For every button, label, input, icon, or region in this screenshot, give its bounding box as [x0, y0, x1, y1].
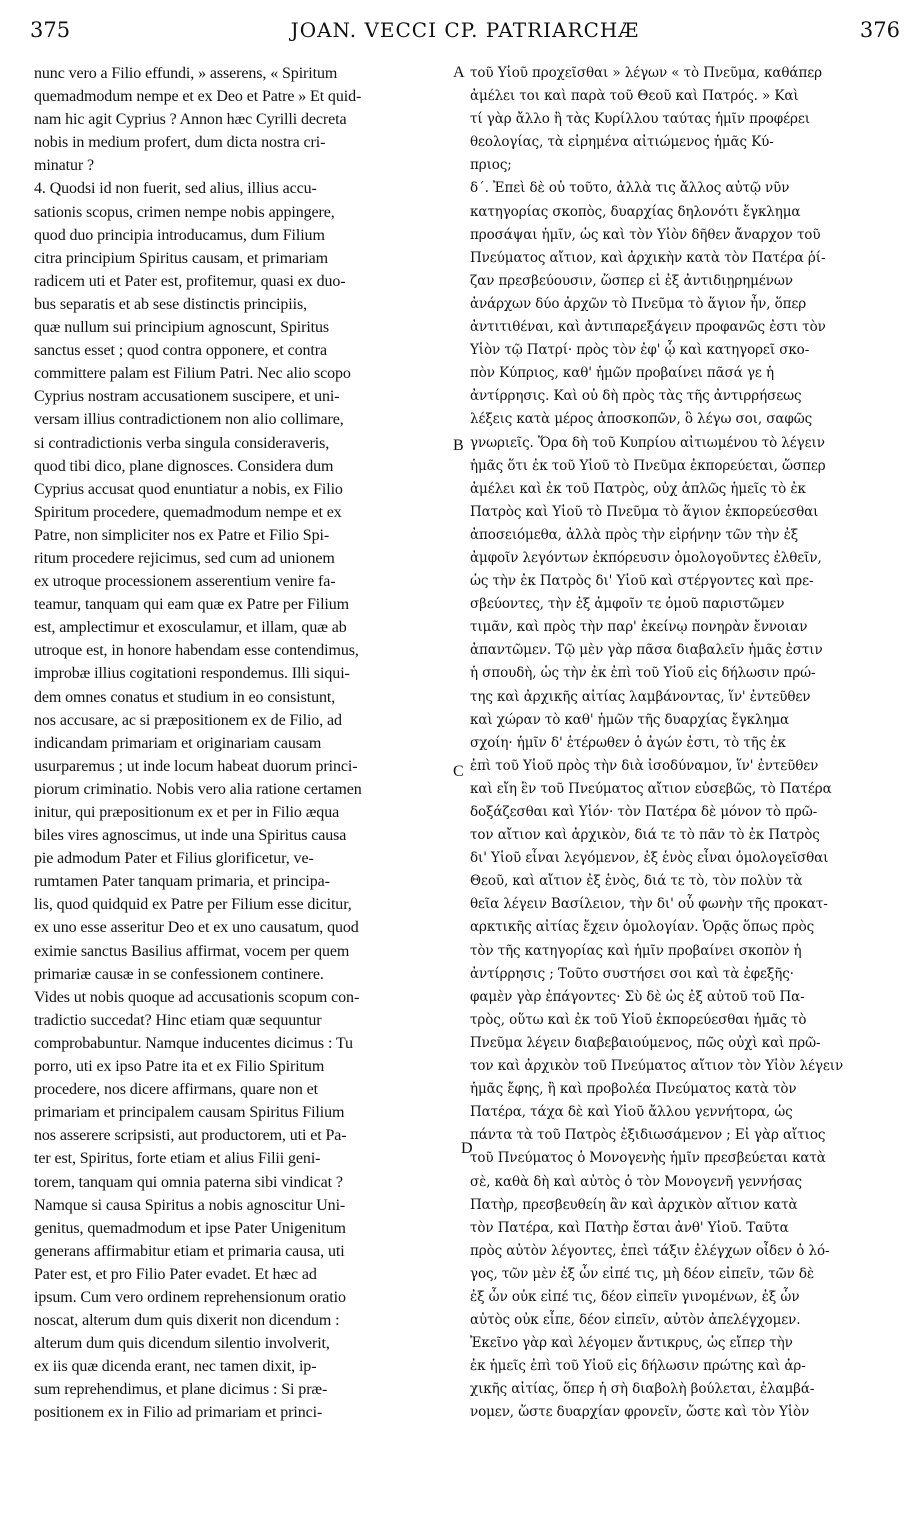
greek-text-line: Πατὴρ, πρεσβευθείη ἂν καὶ ἀρχικὸν αἴτιον κατὰ [470, 1196, 798, 1213]
greek-text-line: ἡμᾶς ὅτι ἐκ τοῦ Υἱοῦ τὸ Πνεῦμα ἐκπορεύεται, ὥσπερ [470, 457, 826, 474]
greek-text-line: ὡς τὴν ἐκ Πατρὸς δι' Υἱοῦ καὶ στέργοντες καὶ πρε- [470, 573, 814, 590]
latin-text-line: Namque si causa Spiritus a nobis agnoscitur Uni- [34, 1196, 346, 1214]
greek-text-line: αὐτὸς οὐκ εἶπε, δέον εἰπεῖν, αὐτὸν ἀπελέγχομεν. [470, 1312, 801, 1329]
greek-text-line: φαμὲν γὰρ ἐπάγοντες· Σὺ δὲ ὡς ἐξ αὐτοῦ τοῦ Πα- [470, 988, 805, 1005]
latin-text-line: ex iis quæ dicenda erant, nec tamen dixit, ip- [34, 1358, 317, 1376]
running-title: JOAN. VECCI CP. PATRIARCHÆ [290, 18, 640, 42]
latin-text-line: committere palam est Filium Patri. Nec alio scopo [34, 365, 351, 383]
latin-text-line: versam illius contradictionem non alio collimare, [34, 411, 344, 429]
greek-text-line: ἀντιτιθέναι, καὶ ἀντιπαρεξάγειν προφανῶς ἐστι τὸν [470, 319, 826, 336]
latin-text-line: quod duo principia introducamus, dum Filium [34, 226, 325, 244]
latin-text-line: ex utroque processionem asserentium venire fa- [34, 573, 336, 591]
greek-text-line: τὸν Πατέρα, καὶ Πατὴρ ἔσται ἀνθ' Υἱοῦ. Ταῦτα [470, 1219, 789, 1236]
greek-text-line: νομεν, ὥστε δυαρχίαν φρονεῖν, ὥστε καὶ τὸν Υἱὸν [470, 1404, 810, 1421]
latin-text-line: torem, tanquam qui omnia paterna sibi vindicat ? [34, 1173, 343, 1191]
latin-text-line: positionem ex in Filio ad primariam et princi- [34, 1404, 323, 1422]
greek-text-line: θεῖα λέγειν Βασίλειον, τὴν δι' οὗ φωνὴν τῆς προκατ- [470, 896, 828, 913]
latin-text-line: teamur, tanquam qui eam quæ ex Patre per Filium [34, 596, 350, 614]
page-number-right: 376 [859, 18, 900, 42]
latin-text-line: initur, qui præpositionum ex et per in Filio æqua [34, 804, 340, 821]
page-header [30, 12, 900, 48]
latin-text-line: genitus, quemadmodum et ipse Pater Unigenitum [34, 1219, 346, 1237]
latin-text-line: nunc vero a Filio effundi, » asserens, « Spiritum [34, 65, 338, 82]
greek-text-line: τί γὰρ ἄλλο ἢ τὰς Κυρίλλου ταύτας ἡμῖν προφέρει [470, 111, 810, 128]
latin-text-line: eximie sanctus Basilius affirmat, vocem per quem [34, 942, 350, 960]
greek-text-line: ἀμέλει τοι καὶ παρὰ τοῦ Θεοῦ καὶ Πατρός. » Καὶ [470, 88, 799, 105]
latin-text-line: Vides ut nobis quoque ad accusationis scopum con- [34, 988, 360, 1006]
latin-text-line: porro, uti ex ipso Patre ita et ex Filio Spiritum [34, 1058, 325, 1076]
latin-text-line: nam hic agit Cyprius ? Annon hæc Cyrilli decreta [34, 111, 347, 129]
greek-text-line: ἀμέλει καὶ ἐκ τοῦ Πατρὸς, οὐχ ἁπλῶς ἡμεῖς τὸ ἐκ [470, 480, 806, 497]
greek-text-line: ἀντίρρησις ; Τοῦτο συστήσει σοι καὶ τὰ ἐφεξῆς· [470, 965, 794, 982]
greek-text-line: τοῦ Υἱοῦ προχεῖσθαι » λέγων « τὸ Πνεῦμα, καθάπερ [470, 65, 822, 81]
greek-text-line: τον καὶ ἀρχικὸν τοῦ Πνεύματος αἴτιον τὸν Υἱὸν λέγειν [470, 1058, 844, 1075]
greek-text-line: ἡ σπουδὴ, ὡς τὴν ἐκ ἐπὶ τοῦ Υἱοῦ εἰς δήλωσιν πρώ- [470, 665, 816, 682]
latin-text-line: tradictio succedat? Hinc etiam quæ sequuntur [34, 1011, 322, 1029]
latin-text-line: utroque est, in honore habendam esse contendimus, [34, 642, 359, 660]
latin-text-line: usurparemus ; ut inde locum habeat duorum princi- [34, 757, 358, 775]
greek-text-line: ἐπὶ τοῦ Υἱοῦ πρὸς τὴν διὰ ἰσοδύναμον, ἵν' ἐντεῦθεν [470, 757, 819, 774]
latin-text-line: noscat, alterum dum quis dixerit non dicendum : [34, 1312, 340, 1330]
greek-text-line: δοξάζεσθαι καὶ Υἱόν· τὸν Πατέρα δὲ μόνον τὸ πρῶ- [470, 804, 818, 820]
greek-text-line: χικῆς αἰτίας, ὅπερ ἡ σὴ διαβολὴ βούλεται, ἐλαμβά- [470, 1381, 815, 1398]
greek-text-line: προσάψαι ἡμῖν, ὡς καὶ τὸν Υἱὸν δῆθεν ἄναρχον τοῦ [470, 226, 821, 243]
margin-marker-b: B [453, 437, 464, 454]
greek-column [470, 62, 890, 1425]
greek-text-line: θεολογίας, τὰ εἰρημένα αἰτιώμενος ἡμᾶς Κύ- [470, 134, 774, 151]
greek-text-line: τρὸς, οὕτω καὶ ἐκ τοῦ Υἱοῦ ἐκπορεύεσθαι ἡμᾶς τὸ [470, 1011, 807, 1028]
greek-text-line: σβεύοντες, τὴν ἐξ ἀμφοῖν τε ὁμοῦ παριστῶμεν [470, 596, 785, 613]
latin-text-line: ter est, Spiritus, forte etiam et alius Filii geni- [34, 1150, 321, 1168]
latin-text-line: Pater est, et pro Filio Pater evadet. Et hæc ad [34, 1265, 317, 1283]
latin-text-line: sationis scopus, crimen nempe nobis appingere, [34, 203, 335, 221]
greek-text-line: σὲ, καθὰ δὴ καὶ αὐτὸς ὁ τὸν Μονογενῆ γεννήσας [470, 1173, 802, 1190]
latin-text-line: primariam et principalem causam Spiritus Filium [34, 1104, 345, 1122]
greek-text-line: ζαν πρεσβεύουσιν, ὥσπερ εἰ ἐξ ἀντιδιῃρημένων [470, 272, 793, 289]
latin-text-line: ipsum. Cum vero ordinem reprehensionum oratio [34, 1288, 346, 1306]
greek-text-line: καὶ χώραν τὸ καθ' ἡμῶν τῆς δυαρχίας ἔγκλημα [470, 711, 790, 728]
latin-text-line: nobis in medium profert, dum dicta nostra cri- [34, 134, 326, 152]
greek-text-line: λέξεις κατὰ μέρος ἀποσκοπῶν, ὃ λέγω σοι, σαφῶς [470, 411, 813, 428]
latin-text-line: Spiritum procedere, quemadmodum nempe et ex [34, 503, 342, 521]
greek-text-line: ἡμᾶς ἔφης, ἢ καὶ προβολέα Πνεύματος κατὰ τὸν [470, 1081, 797, 1098]
greek-text-line: πάντα τὰ τοῦ Πατρὸς ἐξιδιωσάμενον ; Εἰ γὰρ αἴτιος [470, 1127, 826, 1144]
latin-text-line: piorum criminatio. Nobis vero alia ratione certamen [34, 780, 362, 798]
latin-text-line: indicandam primariam et originariam causam [34, 734, 322, 752]
latin-text-line: biles vires agnoscimus, ut inde una Spiritus causa [34, 827, 347, 845]
greek-text-line: δ΄. Ἐπεὶ δὲ οὐ τοῦτο, ἀλλὰ τις ἄλλος αὐτῷ νῦν [470, 180, 790, 197]
latin-text-line: bus separatis et ab sese distinctis principiis, [34, 295, 308, 313]
greek-text-line: Πνεύματος αἴτιον, καὶ ἀρχικὴν κατὰ τὸν Πατέρα ῥί- [470, 249, 826, 266]
latin-text-line: citra principium Spiritus causam, et primariam [34, 249, 328, 267]
greek-text-line: πριος; [470, 157, 512, 174]
latin-text-line: ritum procedere rejicimus, sed cum ad unionem [34, 549, 335, 567]
latin-text-line: Cyprius accusat quod enuntiatur a nobis, ex Filio [34, 480, 343, 498]
latin-text-line: quemadmodum nempe et ex Deo et Patre » Et quid- [34, 88, 362, 106]
greek-text-line: ἀπαντῶμεν. Τῷ μὲν γὰρ πᾶσα διαβαλεῖν ἡμᾶς ἐστιν [470, 642, 823, 659]
latin-text-line: rumtamen Pater tanquam primaria, et principa- [34, 873, 330, 891]
latin-text-line: nos asserere scripsisti, aut productorem, uti et Pa- [34, 1127, 347, 1145]
latin-text-line: lis, quod quidquid ex Patre per Filium esse dicitur, [34, 896, 352, 914]
latin-text-line: generans affirmabitur etiam et primaria causa, uti [34, 1242, 345, 1260]
latin-text-line: sum reprehendimus, et plane dicimus : Si præ- [34, 1381, 328, 1399]
latin-text-line: alterum dum quis dicendum silentio involverit, [34, 1335, 330, 1353]
greek-text-line: τοῦ Πνεύματος ὁ Μονογενὴς ἡμῖν πρεσβεύεται κατὰ [470, 1150, 826, 1167]
greek-text-line: ἐξ ὧν οὐκ εἰπέ τις, δέον εἰπεῖν γινομένων, ἐξ ὧν [470, 1288, 800, 1305]
page-number-left: 375 [30, 18, 71, 42]
greek-text-line: τιμᾶν, καὶ πρὸς τὴν παρ' ἐκείνῳ πονηρὰν ἔννοιαν [470, 619, 808, 636]
latin-text-line: si contradictionis verba singula consideraveris, [34, 434, 330, 452]
latin-text-line: Patre, non simpliciter nos ex Patre et Filio Spi- [34, 526, 330, 544]
latin-text-line: ex uno esse asseritur Deo et ex uno causatum, quod [34, 919, 359, 937]
greek-text-line: Πατρὸς καὶ Υἱοῦ τὸ Πνεῦμα τὸ ἅγιον ἐκπορεύεσθαι [470, 503, 819, 520]
latin-text-line: est, amplectimur et exosculamur, et illam, quæ ab [34, 619, 347, 637]
greek-text-line: δι' Υἱοῦ εἶναι λεγόμενον, ἐξ ἑνὸς εἶναι ὁμολογεῖσθαι [470, 850, 829, 867]
latin-text-line: improbæ illius cogitationi respondemus. Illi siqui- [34, 665, 350, 683]
greek-text-line: πρὸς αὐτὸν λέγοντες, ἐπεὶ τάξιν ἐλέγχων οἶδεν ὁ λό- [470, 1242, 830, 1259]
latin-text-line: minatur ? [34, 157, 94, 175]
greek-text-line: πὸν Κύπριος, καθ' ἡμῶν προβαίνει πᾶσά γε ἡ [470, 365, 775, 382]
latin-text-line: procedere, nos dicere affirmans, quare non et [34, 1081, 318, 1099]
greek-text-line: ἀντίρρησις. Καὶ οὐ δὴ πρὸς τὰς τῆς ἀντιρρήσεως [470, 388, 802, 405]
margin-marker-d: D [461, 1140, 473, 1157]
greek-text-line: ἀνάρχων δύο ἀρχῶν τὸ Πνεῦμα τὸ ἅγιον ἦν, ὅπερ [470, 295, 807, 312]
greek-text-line: ἀποσειόμεθα, ἀλλὰ πρὸς τὴν εἰρήνην τῶν τὴν ἐξ [470, 526, 799, 543]
greek-text-line: Πνεῦμα λέγειν διαβεβαιούμενος, πῶς οὐχὶ καὶ πρῶ- [470, 1034, 821, 1051]
latin-text-line: Cyprius nostram accusationem suscipere, et uni- [34, 388, 340, 406]
greek-text-line: τον αἴτιον καὶ ἀρχικὸν, διά τε τὸ πᾶν τὸ ἐκ Πατρὸς [470, 827, 820, 844]
latin-text-line: nos accusare, ac si præpositionem ex de Filio, ad [34, 711, 342, 729]
latin-text-line: pie admodum Pater et Filius glorificetur, ve- [34, 850, 314, 868]
latin-text-line: comprobabuntur. Namque inducentes dicimus : Tu [34, 1034, 353, 1052]
latin-text-line: dem omnes conatus et studium in eo consistunt, [34, 688, 336, 706]
greek-text-line: ἀμφοῖν λεγόντων ἐκπόρευσιν ὁμολογοῦντες ἐλθεῖν, [470, 549, 822, 566]
greek-text-line: της καὶ ἀρχικῆς αἰτίας λαμβάνοντας, ἵν' ἐντεῦθεν [470, 688, 811, 705]
latin-text-line: primariæ causæ in se confessionem continere. [34, 965, 324, 983]
latin-text-line: sanctus esset ; quod contra opponere, et contra [34, 342, 327, 360]
greek-text-line: Θεοῦ, καὶ αἴτιον ἐξ ἑνὸς, διά τε τὸ, τὸν πολὺν τὰ [470, 873, 803, 890]
latin-text-line: radicem uti et Pater est, profitemur, quasi ex duo- [34, 272, 346, 290]
greek-text-line: γνωριεῖς. Ὅρα δὴ τοῦ Κυπρίου αἰτιωμένου τὸ λέγειν [470, 434, 825, 451]
greek-text-line: αρκτικῆς αἰτίας ἔχειν ὁμολογίαν. Ὁρᾷς ὅπως πρὸς [470, 919, 815, 936]
greek-text-line: Πατέρα, τάχα δὲ καὶ Υἱοῦ ἄλλου γεννήτορα, ὡς [470, 1104, 793, 1121]
greek-text-line: τὸν τῆς κατηγορίας καὶ ἡμῖν προβαίνει σκοπὸν ἡ [470, 942, 802, 959]
greek-text-line: ἐκ ἡμεῖς ἐπὶ τοῦ Υἱοῦ εἰς δήλωσιν πρώτης καὶ ἀρ- [470, 1358, 806, 1375]
latin-text-line: quæ nullum sui principium agnoscunt, Spiritus [34, 319, 330, 337]
greek-text-line: γος, τῶν μὲν ἐξ ὧν εἰπέ τις, μὴ δέον εἰπεῖν, τῶν δὲ [470, 1265, 815, 1282]
greek-text-line: κατηγορίας σκοπὸς, δυαρχίας δηλονότι ἔγκλημα [470, 203, 801, 220]
margin-marker-c: C [453, 763, 464, 780]
greek-text-line: καὶ εἴη ἓν τοῦ Πνεύματος αἴτιον εὐσεβῶς, τὸ Πατέρα [470, 780, 832, 797]
margin-marker-a: A [453, 64, 465, 81]
latin-column [34, 62, 456, 1425]
latin-text-line: 4. Quodsi id non fuerit, sed alius, illius accu- [34, 180, 317, 198]
greek-text-line: Υἱὸν τῷ Πατρί· πρὸς τὸν ἐφ' ᾧ καὶ κατηγορεῖ σκο- [470, 342, 810, 359]
latin-text-line: quod tibi dico, plane dignosces. Considera dum [34, 457, 334, 475]
greek-text-line: σχοίη· ἡμῖν δ' ἑτέρωθεν ὁ ἀγών ἐστι, τὸ τῆς ἐκ [470, 734, 786, 751]
greek-text-line: Ἐκεῖνο γὰρ καὶ λέγομεν ἄντικρυς, ὡς εἴπερ τὴν [470, 1335, 793, 1352]
